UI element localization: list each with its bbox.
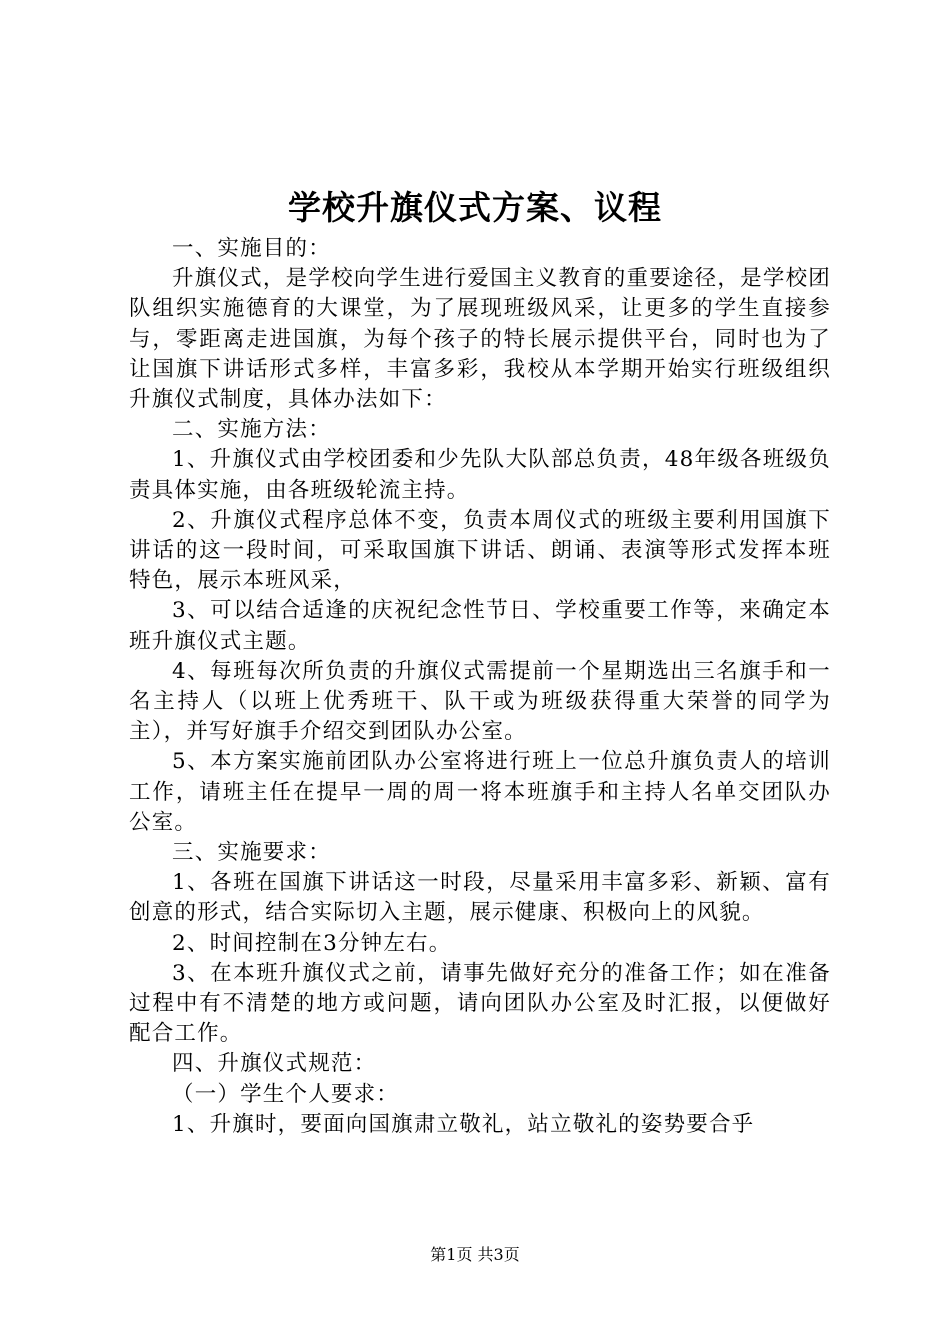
paragraph: 升旗仪式，是学校向学生进行爱国主义教育的重要途径，是学校团队组织实施德育的大课堂，为了展现班级风采，让更多的学生直接参与，零距离走进国旗，为每个孩子的特长展示提供平台，同时也为了让国旗下讲话形式多样，丰富多彩，我校从本学期开始实行班级组织升旗仪式制度，具体办法如下： xyxy=(129,266,831,413)
page-footer: 第1页 共3页 xyxy=(430,1245,520,1264)
paragraph: 3、在本班升旗仪式之前，请事先做好充分的准备工作；如在准备过程中有不清楚的地方或问题，请向团队办公室及时汇报，以便做好配合工作。 xyxy=(129,960,831,1047)
subsection-heading: （一）学生个人要求： xyxy=(172,1081,400,1107)
paragraph: 2、升旗仪式程序总体不变，负责本周仪式的班级主要利用国旗下讲话的这一段时间，可采取国旗下讲话、朗诵、表演等形式发挥本班特色，展示本班风采， xyxy=(129,507,831,594)
paragraph: 2、时间控制在3分钟左右。 xyxy=(172,930,452,956)
section-heading: 四、升旗仪式规范： xyxy=(172,1051,377,1077)
section-heading: 三、实施要求： xyxy=(172,840,331,866)
paragraph: 3、可以结合适逢的庆祝纪念性节日、学校重要工作等，来确定本班升旗仪式主题。 xyxy=(129,598,831,654)
document-title: 学校升旗仪式方案、议程 xyxy=(288,188,662,227)
paragraph: 1、各班在国旗下讲话这一时段，尽量采用丰富多彩、新颖、富有创意的形式，结合实际切入主题，展示健康、积极向上的风貌。 xyxy=(129,870,831,926)
document-body xyxy=(129,234,831,1140)
paragraph: 1、升旗时，要面向国旗肃立敬礼，站立敬礼的姿势要合乎 xyxy=(172,1111,755,1137)
paragraph: 1、升旗仪式由学校团委和少先队大队部总负责，48年级各班级负责具体实施，由各班级轮流主持。 xyxy=(129,447,831,503)
section-heading: 二、实施方法： xyxy=(172,417,331,443)
paragraph: 5、本方案实施前团队办公室将进行班上一位总升旗负责人的培训工作，请班主任在提早一周的周一将本班旗手和主持人名单交团队办公室。 xyxy=(129,749,831,835)
section-heading: 一、实施目的： xyxy=(172,236,331,261)
paragraph: 4、每班每次所负责的升旗仪式需提前一个星期选出三名旗手和一名主持人（以班上优秀班干、队干或为班级获得重大荣誉的同学为主），并写好旗手介绍交到团队办公室。 xyxy=(129,658,831,745)
